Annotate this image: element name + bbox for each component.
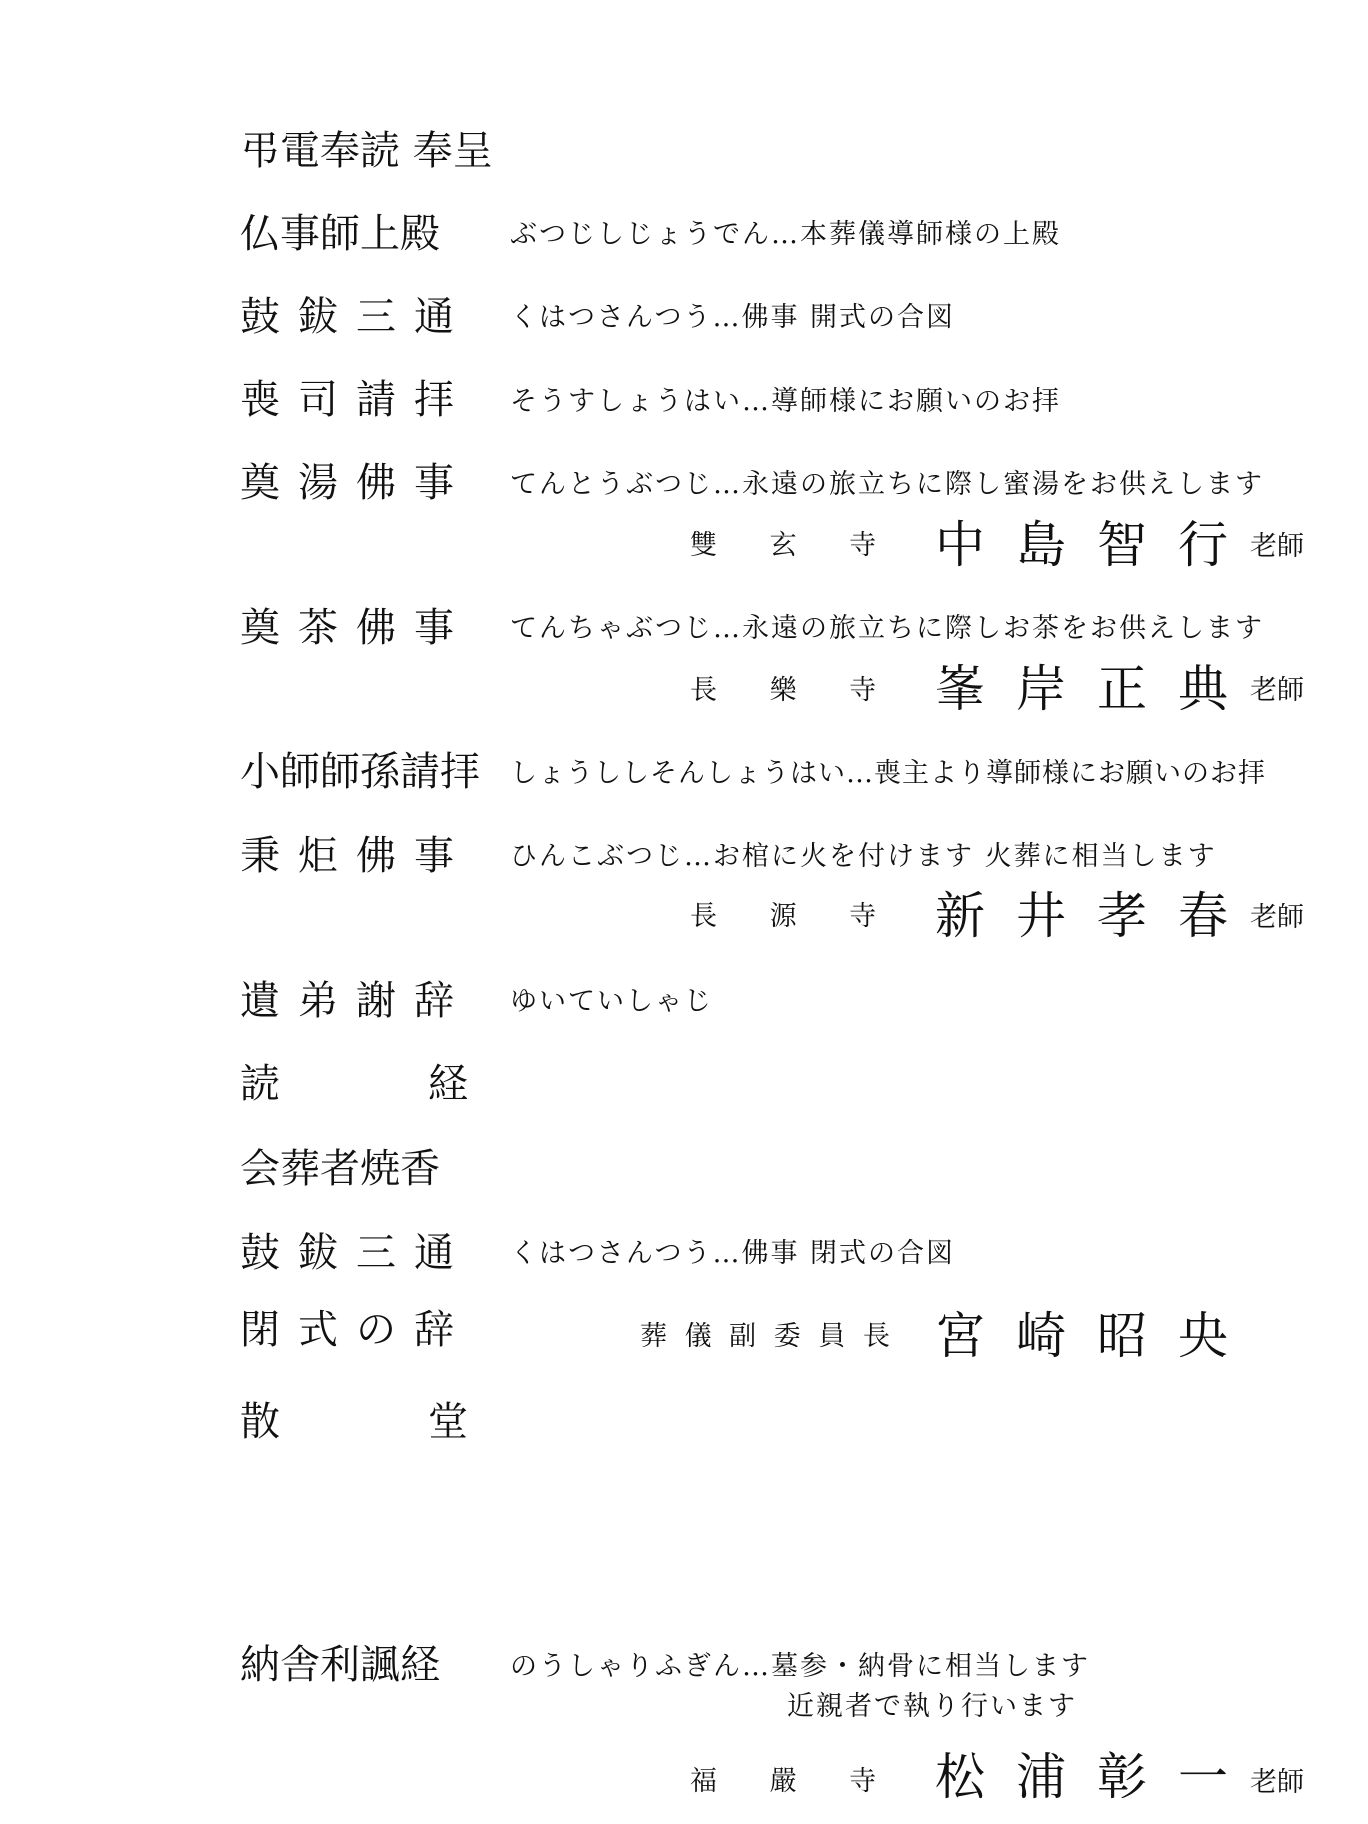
temple-name: 長 源 寺 [690, 901, 877, 932]
item-title: 散堂 [240, 1399, 616, 1445]
item-title: 小師師孫請拝 [240, 749, 480, 795]
item-title: 仏事師上殿 [240, 211, 440, 257]
item-title: 秉炬佛事 [240, 833, 472, 879]
item-title: 喪司請拝 [240, 377, 472, 423]
priest-name: 新井孝春 [935, 887, 1259, 945]
item-gloss: てんとうぶつじ…永遠の旅立ちに際し蜜湯をお供えします [510, 469, 1264, 500]
item-title: 奠茶佛事 [240, 605, 472, 651]
role-title: 葬 儀 副 委 員 長 [640, 1321, 890, 1352]
final-gloss-note: 近親者で執り行います [787, 1691, 1077, 1722]
program-header: 弔電奉読 奉呈 [240, 128, 493, 174]
item-gloss: てんちゃぶつじ…永遠の旅立ちに際しお茶をお供えします [510, 613, 1264, 644]
final-gloss: のうしゃりふぎん…墓参・納骨に相当します [510, 1651, 1090, 1682]
item-gloss: しょうししそんしょうはい…喪主より導師様にお願いのお拝 [510, 758, 1266, 789]
temple-name: 雙 玄 寺 [690, 530, 877, 561]
priest-name: 峯岸正典 [935, 660, 1259, 718]
item-title: 会葬者焼香 [240, 1146, 440, 1192]
item-gloss: ひんこぶつじ…お棺に火を付けます 火葬に相当します [510, 841, 1217, 872]
honorific: 老師 [1250, 675, 1304, 706]
honorific: 老師 [1250, 902, 1304, 933]
item-title: 奠湯佛事 [240, 460, 472, 506]
honorific: 老師 [1250, 531, 1304, 562]
temple-name: 福 嚴 寺 [690, 1766, 877, 1797]
item-gloss: ゆいていしゃじ [510, 986, 713, 1017]
honorific: 老師 [1250, 1767, 1304, 1798]
item-gloss: くはつさんつう…佛事 開式の合図 [510, 302, 956, 333]
item-gloss: ぶつじしじょうでん…本葬儀導師様の上殿 [510, 219, 1061, 250]
priest-name: 中島智行 [935, 516, 1259, 574]
item-title: 読経 [240, 1061, 616, 1107]
item-title: 鼓鈸三通 [240, 294, 472, 340]
temple-name: 長 樂 寺 [690, 675, 877, 706]
person-name: 宮崎昭央 [935, 1307, 1259, 1365]
item-gloss: くはつさんつう…佛事 閉式の合図 [510, 1238, 956, 1269]
item-title: 遺弟謝辞 [240, 978, 472, 1024]
item-title: 鼓鈸三通 [240, 1230, 472, 1276]
priest-name: 松浦彰一 [935, 1748, 1259, 1806]
item-title: 閉式の辞 [240, 1307, 472, 1353]
item-gloss: そうすしょうはい…導師様にお願いのお拝 [510, 386, 1061, 417]
final-title: 納舎利諷経 [240, 1642, 440, 1688]
